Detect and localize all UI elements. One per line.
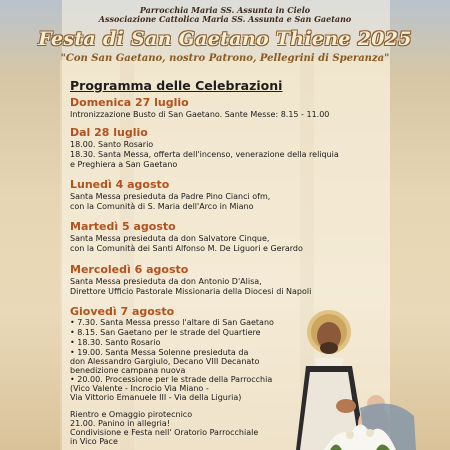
day-line: benedizione campana nuova [70, 366, 186, 375]
closing-line: 21.00. Panino in allegria! [70, 419, 170, 428]
day-heading: Martedì 5 agosto [70, 220, 176, 233]
day-line: • 8.15. San Gaetano per le strade del Quartiere [70, 328, 261, 337]
day-line: Intronizzazione Busto di San Gaetano. Sante Messe: 8.15 - 11.00 [70, 110, 330, 119]
festa-title: Festa di San Gaetano Thiene 2025 [38, 28, 412, 50]
day-heading: Mercoledì 6 agosto [70, 263, 189, 276]
closing-line: Condivisione e Festa nell' Oratorio Parrocchiale [70, 428, 259, 437]
program-heading: Programma delle Celebrazioni [70, 78, 283, 93]
day-line: • 20.00. Processione per le strade della Parrocchia [70, 375, 273, 384]
day-heading: Domenica 27 luglio [70, 96, 189, 109]
festa-subtitle: "Con San Gaetano, nostro Patrono, Pellegrini di Speranza" [60, 53, 390, 64]
day-line: 18.00. Santo Rosario [70, 140, 154, 149]
day-line: • 19.00. Santa Messa Solenne presieduta da [70, 348, 249, 357]
day-heading: Giovedì 7 agosto [70, 305, 175, 318]
day-line: con la Comunità dei Santi Alfonso M. De Liguori e Gerardo [70, 244, 303, 253]
day-line: Direttore Ufficio Pastorale Missionaria della Diocesi di Napoli [70, 287, 312, 296]
day-line: • 18.30. Santo Rosario [70, 338, 161, 347]
day-heading: Lunedì 4 agosto [70, 178, 170, 191]
association-name: Associazione Cattolica Maria SS. Assunta e San Gaetano [98, 14, 352, 24]
day-line: Santa Messa presieduta da Padre Pino Cianci ofm, [70, 192, 271, 201]
closing-line: Rientro e Omaggio pirotecnico [70, 410, 193, 419]
day-heading: Dal 28 luglio [70, 126, 148, 139]
parish-name: Parrocchia Maria SS. Assunta in Cielo [139, 5, 311, 15]
closing-line: in Vico Pace [70, 437, 118, 446]
day-line: don Alessandro Gargiulo, Decano VIII Decanato [70, 357, 260, 366]
day-line: • 7.30. Santa Messa presso l'altare di San Gaetano [70, 318, 274, 327]
day-line: (Vico Valente - Incrocio Via Miano - [70, 384, 209, 393]
day-line: Via Vittorio Emanuele III - Via della Liguria) [70, 393, 242, 402]
day-line: 18.30. Santa Messa, offerta dell'incenso, venerazione della reliquia [70, 150, 339, 159]
day-line: Santa Messa presieduta da don Antonio D'Alisa, [70, 277, 262, 286]
white-flowers-image [320, 405, 400, 450]
day-line: Santa Messa presieduta da don Salvatore Cinque, [70, 234, 270, 243]
day-line: con la Comunità di S. Maria dell'Arco in Miano [70, 202, 254, 211]
day-line: e Preghiera a San Gaetano [70, 160, 178, 169]
